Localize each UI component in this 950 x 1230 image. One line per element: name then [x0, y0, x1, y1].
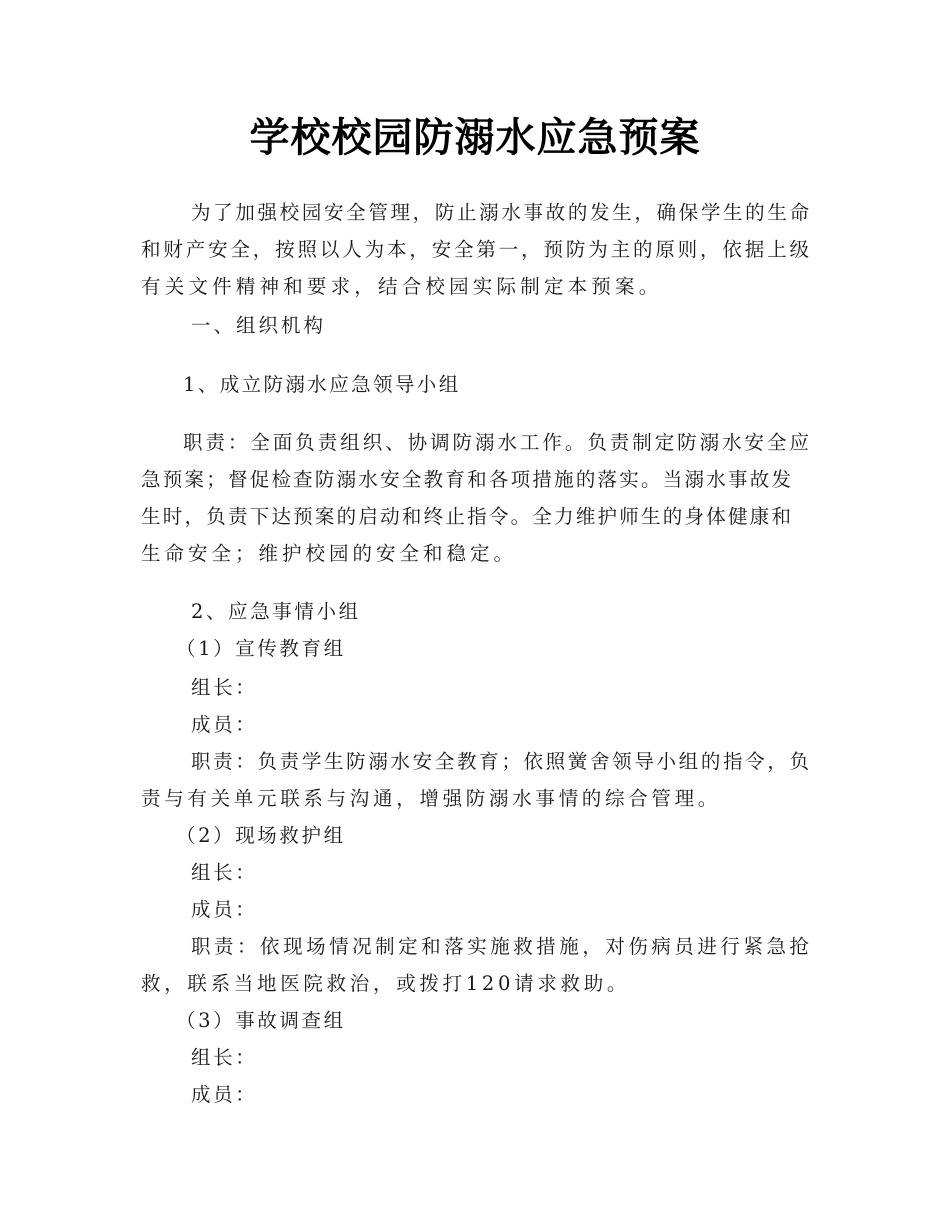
- group1-members-label: 成员：: [191, 713, 258, 736]
- group1-name: （1）宣传教育组: [176, 637, 346, 660]
- group3-members-label: 成员：: [191, 1083, 258, 1106]
- document-title: 学校校园防溺水应急预案: [249, 115, 701, 161]
- item2-heading: 2、应急事情小组: [191, 600, 361, 623]
- section-heading-organization: 一、组织机构: [191, 314, 327, 337]
- group2-leader-label: 组长：: [191, 861, 258, 884]
- group1-duty-line-2: 责与有关单元联系与沟通，增强防溺水事情的综合管理。: [141, 787, 722, 810]
- intro-line-3: 有关文件精神和要求，结合校园实际制定本预案。: [141, 275, 663, 298]
- group2-duty-line-2: 救，联系当地医院救治，或拨打120请求救助。: [141, 972, 631, 995]
- item1-heading: 1、成立防溺水应急领导小组: [183, 373, 461, 396]
- group2-members-label: 成员：: [191, 898, 258, 921]
- item1-duty-line-1: 职责：全面负责组织、协调防溺水工作。负责制定防溺水安全应: [183, 431, 809, 454]
- intro-line-1: 为了加强校园安全管理，防止溺水事故的发生，确保学生的生命: [191, 201, 809, 224]
- group2-duty-line-1: 职责：依现场情况制定和落实施救措施，对伤病员进行紧急抢: [191, 935, 809, 958]
- group3-leader-label: 组长：: [191, 1046, 258, 1069]
- group1-leader-label: 组长：: [191, 676, 258, 699]
- intro-line-2: 和财产安全，按照以人为本，安全第一，预防为主的原则，依据上级: [141, 238, 809, 261]
- group2-name: （2）现场救护组: [176, 824, 346, 847]
- group3-name: （3）事故调查组: [176, 1009, 346, 1032]
- item1-duty-line-3: 生时，负责下达预案的启动和终止指令。全力维护师生的身体健康和: [141, 505, 791, 528]
- item1-duty-line-4: 生命安全；维护校园的安全和稳定。: [141, 542, 518, 565]
- group1-duty-line-1: 职责：负责学生防溺水安全教育；依照黉舍领导小组的指令，负: [191, 750, 809, 773]
- item1-duty-line-2: 急预案；督促检查防溺水安全教育和各项措施的落实。当溺水事故发: [141, 468, 791, 491]
